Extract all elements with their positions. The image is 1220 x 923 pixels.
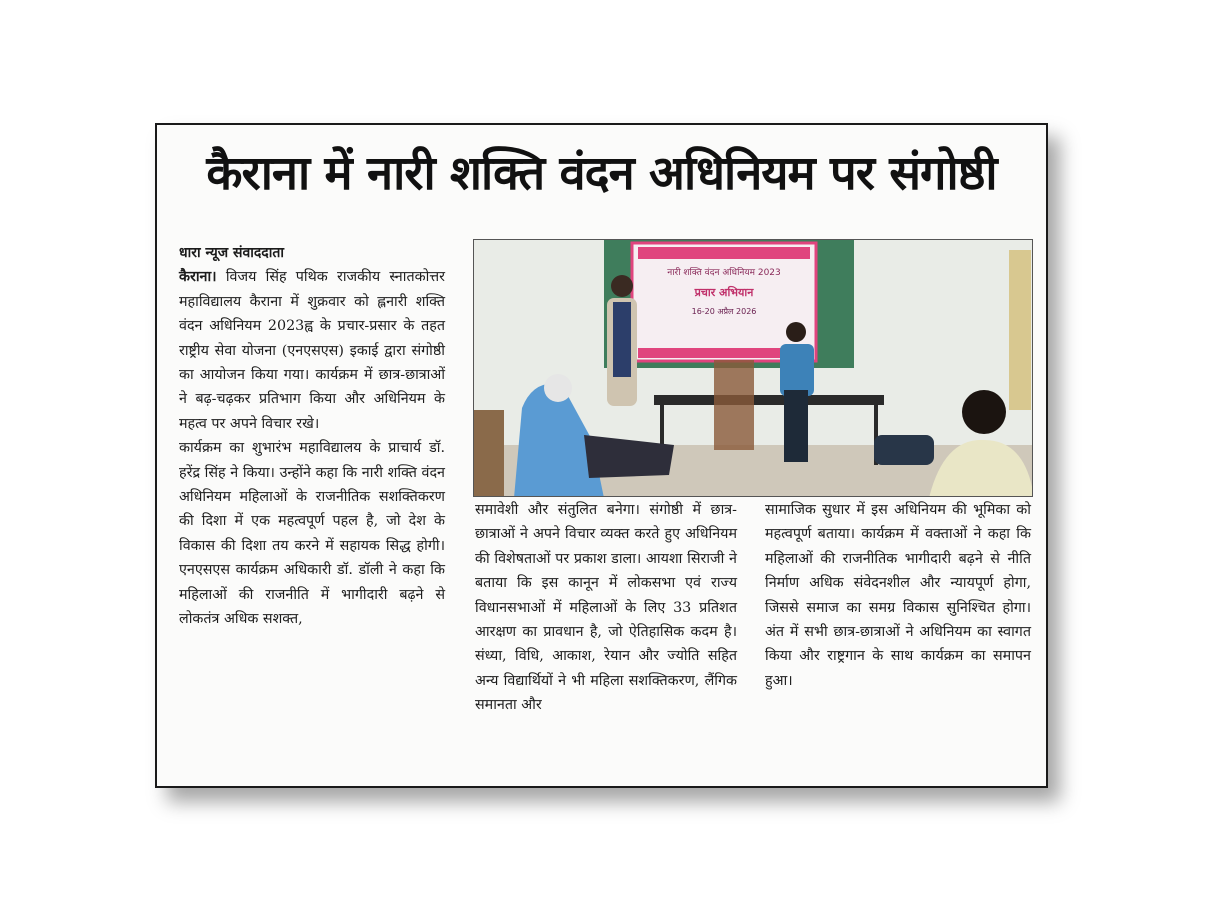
- banner-line-3: 16-20 अप्रैल 2026: [691, 307, 757, 316]
- paragraph-intro-text: विजय सिंह पथिक राजकीय स्नातकोत्तर महाविद्यालय कैराना में शुक्रवार को ह्लनारी शक्ति वंदन अधिनियम 2023ह्व के प्रचार-प्रसार के तहत राष्ट्रीय सेवा योजना (एनएसएस) इकाई द्वारा संगोष्ठी का आयोजन किया गया। कार्यक्रम में छात्र-छात्राओं ने बढ़-चढ़कर प्रतिभाग किया और अधिनियम के महत्व पर अपने विचार रखे।: [179, 269, 445, 432]
- article-column-3: [765, 498, 1031, 693]
- paragraph-principal: कार्यक्रम का शुभारंभ महाविद्यालय के प्राचार्य डॉ. हरेंद्र सिंह ने किया। उन्होंने कहा कि नारी शक्ति वंदन अधिनियम महिलाओं के राजनीतिक सशक्तिकरण की दिशा में एक महत्वपूर्ण पहल है, जो देश के विकास की दिशा तय करने में सहायक सिद्ध होगी। एनएसएस कार्यक्रम अधिकारी डॉ. डॉली ने कहा कि महिलाओं की राजनीति में भागीदारी बढ़ने से लोकतंत्र अधिक सशक्त,: [179, 440, 445, 628]
- headline: कैराना में नारी शक्ति वंदन अधिनियम पर संगोष्ठी: [206, 146, 997, 201]
- dateline: कैराना।: [179, 269, 217, 286]
- banner-line-2: प्रचार अभियान: [694, 286, 754, 299]
- article-column-2: [475, 498, 737, 718]
- event-photo: [473, 239, 1033, 497]
- banner-line-1: नारी शक्ति वंदन अधिनियम 2023: [667, 268, 781, 278]
- newspaper-clipping: [155, 123, 1048, 788]
- paragraph-students: समावेशी और संतुलित बनेगा। संगोष्ठी में छात्र-छात्राओं ने अपने विचार व्यक्त करते हुए अधिनियम की विशेषताओं पर प्रकाश डाला। आयशा सिराजी ने बताया कि इस कानून में लोकसभा एवं राज्य विधानसभाओं में महिलाओं के लिए 33 प्रतिशत आरक्षण का प्रावधान है, जो ऐतिहासिक कदम है। संध्या, विधि, आकाश, रेयान और ज्योति सहित अन्य विद्यार्थियों ने भी महिला सशक्तिकरण, लैंगिक समानता और: [475, 502, 737, 714]
- byline: धारा न्यूज संवाददाता: [179, 245, 284, 261]
- article-column-1: [179, 241, 445, 632]
- paragraph-intro: [179, 265, 445, 436]
- paragraph-conclusion: सामाजिक सुधार में इस अधिनियम की भूमिका को महत्वपूर्ण बताया। कार्यक्रम में वक्ताओं ने कहा कि महिलाओं की राजनीतिक भागीदारी बढ़ने से नीति निर्माण अधिक संवेदनशील और न्यायपूर्ण होगा, जिससे समाज का समग्र विकास सुनिश्चित होगा। अंत में सभी छात्र-छात्राओं ने अधिनियम का स्वागत किया और राष्ट्रगान के साथ कार्यक्रम का समापन हुआ।: [765, 502, 1031, 689]
